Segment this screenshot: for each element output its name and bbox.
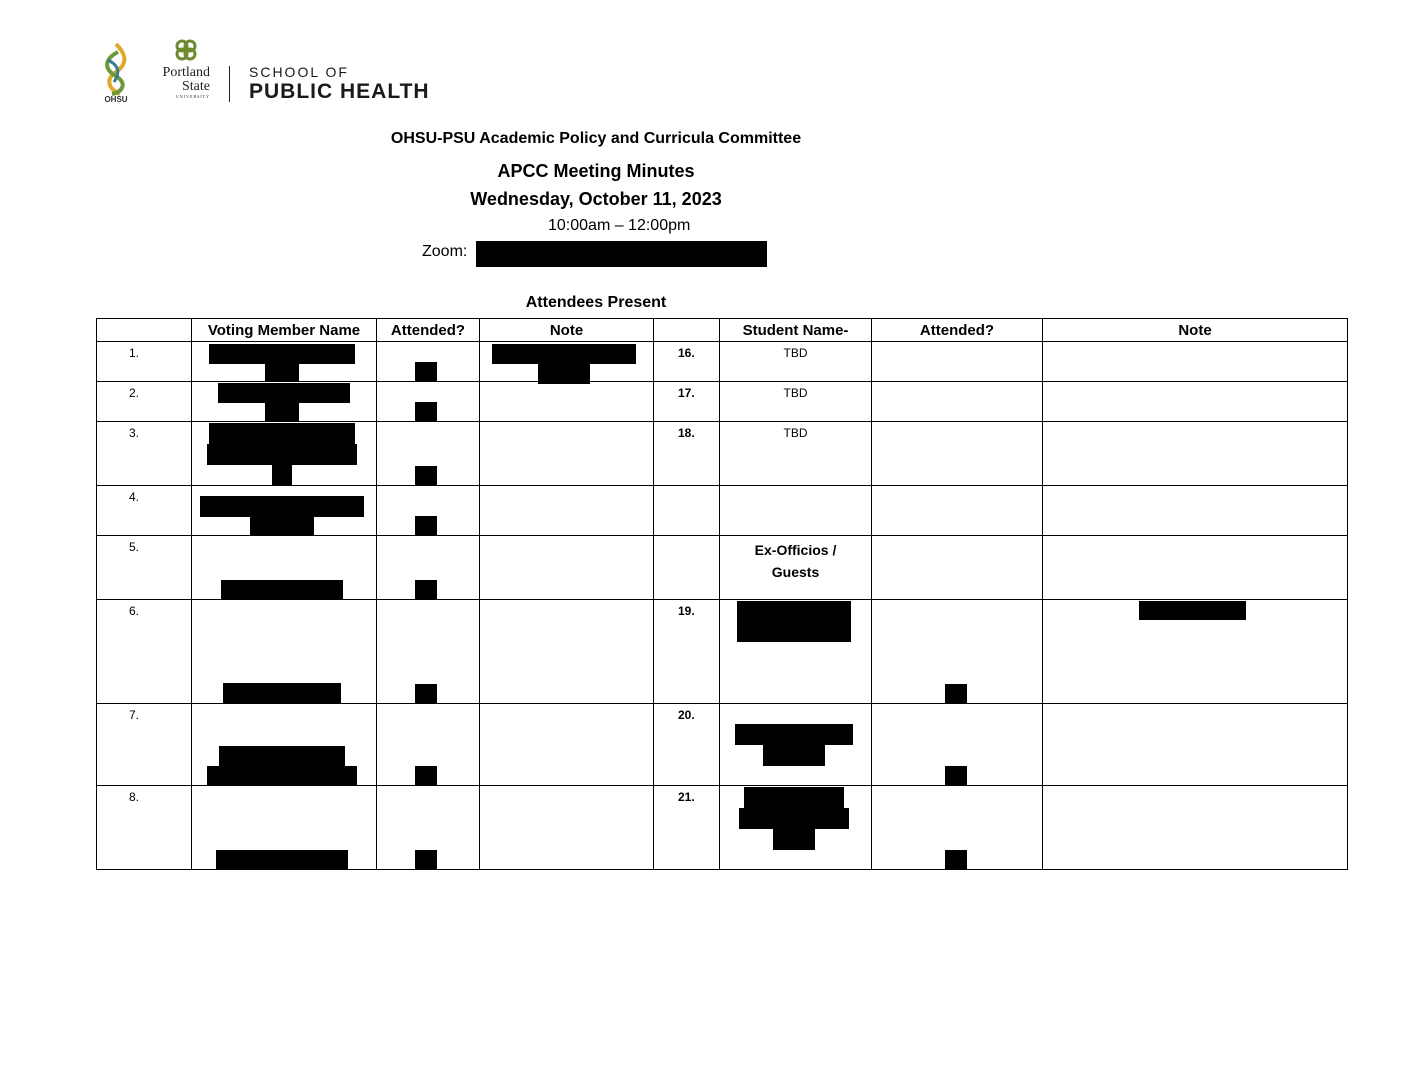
student-name: TBD [783, 386, 808, 400]
student-name-cell [720, 600, 872, 704]
col-header-number-2 [654, 319, 720, 342]
col-header-attended: Attended? [377, 319, 480, 342]
redaction-block [415, 850, 437, 870]
student-note-cell [1043, 786, 1348, 870]
attended-cell [377, 786, 480, 870]
row-number-cell-2 [654, 422, 720, 486]
attendance-table [96, 318, 1348, 870]
zoom-label: Zoom: [422, 243, 468, 260]
psu-line3: UNIVERSITY [176, 94, 210, 99]
member-name-cell [192, 382, 377, 422]
attendees-title: Attendees Present [525, 294, 667, 311]
table-row [97, 486, 1348, 536]
redaction-block [492, 344, 636, 364]
row-number-2: 17. [678, 386, 695, 400]
redaction-block [209, 423, 355, 444]
row-number-cell [97, 536, 192, 600]
student-attended-cell [872, 600, 1043, 704]
table-header-row [97, 319, 1348, 342]
redaction-block [207, 444, 357, 465]
col-header-voting-member: Voting Member Name [192, 319, 377, 342]
student-name [720, 486, 871, 490]
row-number-cell [97, 382, 192, 422]
member-name-cell [192, 342, 377, 382]
psu-emblem-icon [172, 38, 232, 68]
row-number-2: 18. [678, 426, 695, 440]
redaction-block [415, 516, 437, 536]
student-note-cell [1043, 422, 1348, 486]
student-attended-cell [872, 422, 1043, 486]
row-number-2: 16. [678, 346, 695, 360]
student-name-cell [720, 486, 872, 536]
redaction-block [219, 746, 345, 766]
student-attended-cell [872, 786, 1043, 870]
table-row [97, 786, 1348, 870]
col-header-student-name: Student Name- [720, 319, 872, 342]
redaction-block [763, 745, 825, 766]
row-number: 2. [129, 386, 140, 400]
attended-cell [377, 536, 480, 600]
student-note-cell [1043, 704, 1348, 786]
redaction-block [415, 466, 437, 486]
row-number-cell-2 [654, 382, 720, 422]
row-number-cell-2 [654, 600, 720, 704]
note-cell [480, 342, 654, 382]
attended-cell [377, 422, 480, 486]
student-name-cell [720, 382, 872, 422]
redaction-block [773, 829, 815, 850]
ex-officios-guests-label: Ex-Officios / Guests [754, 542, 837, 580]
redaction-block [744, 787, 844, 808]
student-attended-cell [872, 382, 1043, 422]
school-wordmark [249, 64, 430, 104]
student-note-cell [1043, 486, 1348, 536]
redaction-block [223, 683, 341, 703]
col-header-attended-2: Attended? [872, 319, 1043, 342]
redaction-block [265, 403, 299, 422]
row-number: 5. [129, 540, 140, 554]
member-name-cell [192, 536, 377, 600]
psu-line1: Portland [162, 65, 210, 80]
member-name-cell [192, 600, 377, 704]
table-row [97, 342, 1348, 382]
meeting-time: 10:00am – 12:00pm [548, 217, 691, 234]
student-note-cell [1043, 382, 1348, 422]
member-name-cell [192, 786, 377, 870]
redaction-block [415, 766, 437, 786]
logo-divider [229, 66, 230, 102]
redaction-block [265, 364, 299, 382]
psu-logo [152, 38, 212, 104]
row-number: 4. [129, 490, 140, 504]
row-number-2 [654, 486, 719, 490]
student-name: TBD [783, 426, 808, 440]
redaction-block [221, 580, 343, 600]
row-number-cell [97, 704, 192, 786]
row-number: 3. [129, 426, 140, 440]
student-attended-cell [872, 536, 1043, 600]
psu-wordmark [152, 66, 210, 100]
attended-cell [377, 486, 480, 536]
meeting-date: Wednesday, October 11, 2023 [470, 189, 722, 209]
note-cell [480, 536, 654, 600]
table-row [97, 536, 1348, 600]
redaction-block [735, 724, 853, 745]
row-number-2: 21. [678, 790, 695, 804]
student-name: TBD [783, 346, 808, 360]
note-cell [480, 786, 654, 870]
minutes-title: APCC Meeting Minutes [497, 161, 695, 181]
row-number: 1. [129, 346, 140, 360]
redaction-block [945, 684, 967, 704]
member-name-cell [192, 422, 377, 486]
redaction-block [1139, 601, 1246, 620]
redaction-block [200, 496, 364, 517]
ohsu-logo [94, 38, 138, 104]
redaction-block [415, 362, 437, 382]
psu-line2: State [182, 79, 210, 94]
attended-cell [377, 704, 480, 786]
row-number: 7. [129, 708, 140, 722]
row-number-cell-2 [654, 536, 720, 600]
table-row [97, 422, 1348, 486]
redaction-block [737, 601, 851, 642]
row-number-cell [97, 600, 192, 704]
table-row [97, 600, 1348, 704]
redaction-block [218, 383, 350, 403]
student-attended-cell [872, 704, 1043, 786]
note-cell [480, 382, 654, 422]
row-number-cell [97, 786, 192, 870]
col-header-note: Note [480, 319, 654, 342]
table-row [97, 704, 1348, 786]
table-row [97, 382, 1348, 422]
row-number-cell-2 [654, 786, 720, 870]
redaction-block [272, 465, 292, 485]
ohsu-emblem-icon [94, 38, 138, 104]
note-cell [480, 600, 654, 704]
student-attended-cell [872, 342, 1043, 382]
student-name-cell [720, 422, 872, 486]
member-name-cell [192, 704, 377, 786]
school-line2: PUBLIC HEALTH [249, 80, 430, 103]
row-number-cell [97, 422, 192, 486]
student-name-cell [720, 536, 872, 600]
student-attended-cell [872, 486, 1043, 536]
svg-text:OHSU: OHSU [104, 95, 128, 104]
row-number-2: 20. [678, 708, 695, 722]
student-note-cell [1043, 536, 1348, 600]
school-line1: SCHOOL OF [249, 64, 349, 80]
redaction-block [415, 402, 437, 422]
note-cell [480, 486, 654, 536]
student-name-cell [720, 704, 872, 786]
row-number-2 [654, 536, 719, 540]
row-number-2: 19. [678, 604, 695, 618]
committee-title: OHSU-PSU Academic Policy and Curricula Committee [390, 130, 802, 147]
row-number-cell [97, 486, 192, 536]
redaction-block [415, 684, 437, 704]
redaction-block [945, 766, 967, 786]
redaction-block [209, 344, 355, 364]
student-name-cell [720, 342, 872, 382]
col-header-number [97, 319, 192, 342]
redaction-block [945, 850, 967, 870]
attended-cell [377, 382, 480, 422]
redaction-block [415, 580, 437, 600]
redaction-block [250, 517, 314, 536]
redaction-block [207, 766, 357, 786]
row-number-cell-2 [654, 486, 720, 536]
note-cell [480, 422, 654, 486]
row-number-cell-2 [654, 342, 720, 382]
zoom-link-redaction [476, 241, 767, 267]
student-note-cell [1043, 342, 1348, 382]
student-name-cell [720, 786, 872, 870]
redaction-block [739, 808, 849, 829]
note-cell [480, 704, 654, 786]
attended-cell [377, 600, 480, 704]
row-number-cell [97, 342, 192, 382]
row-number: 6. [129, 604, 140, 618]
member-name-cell [192, 486, 377, 536]
row-number: 8. [129, 790, 140, 804]
attended-cell [377, 342, 480, 382]
col-header-note-2: Note [1043, 319, 1348, 342]
row-number-cell-2 [654, 704, 720, 786]
logo-header [94, 38, 464, 108]
redaction-block [216, 850, 348, 870]
student-note-cell [1043, 600, 1348, 704]
